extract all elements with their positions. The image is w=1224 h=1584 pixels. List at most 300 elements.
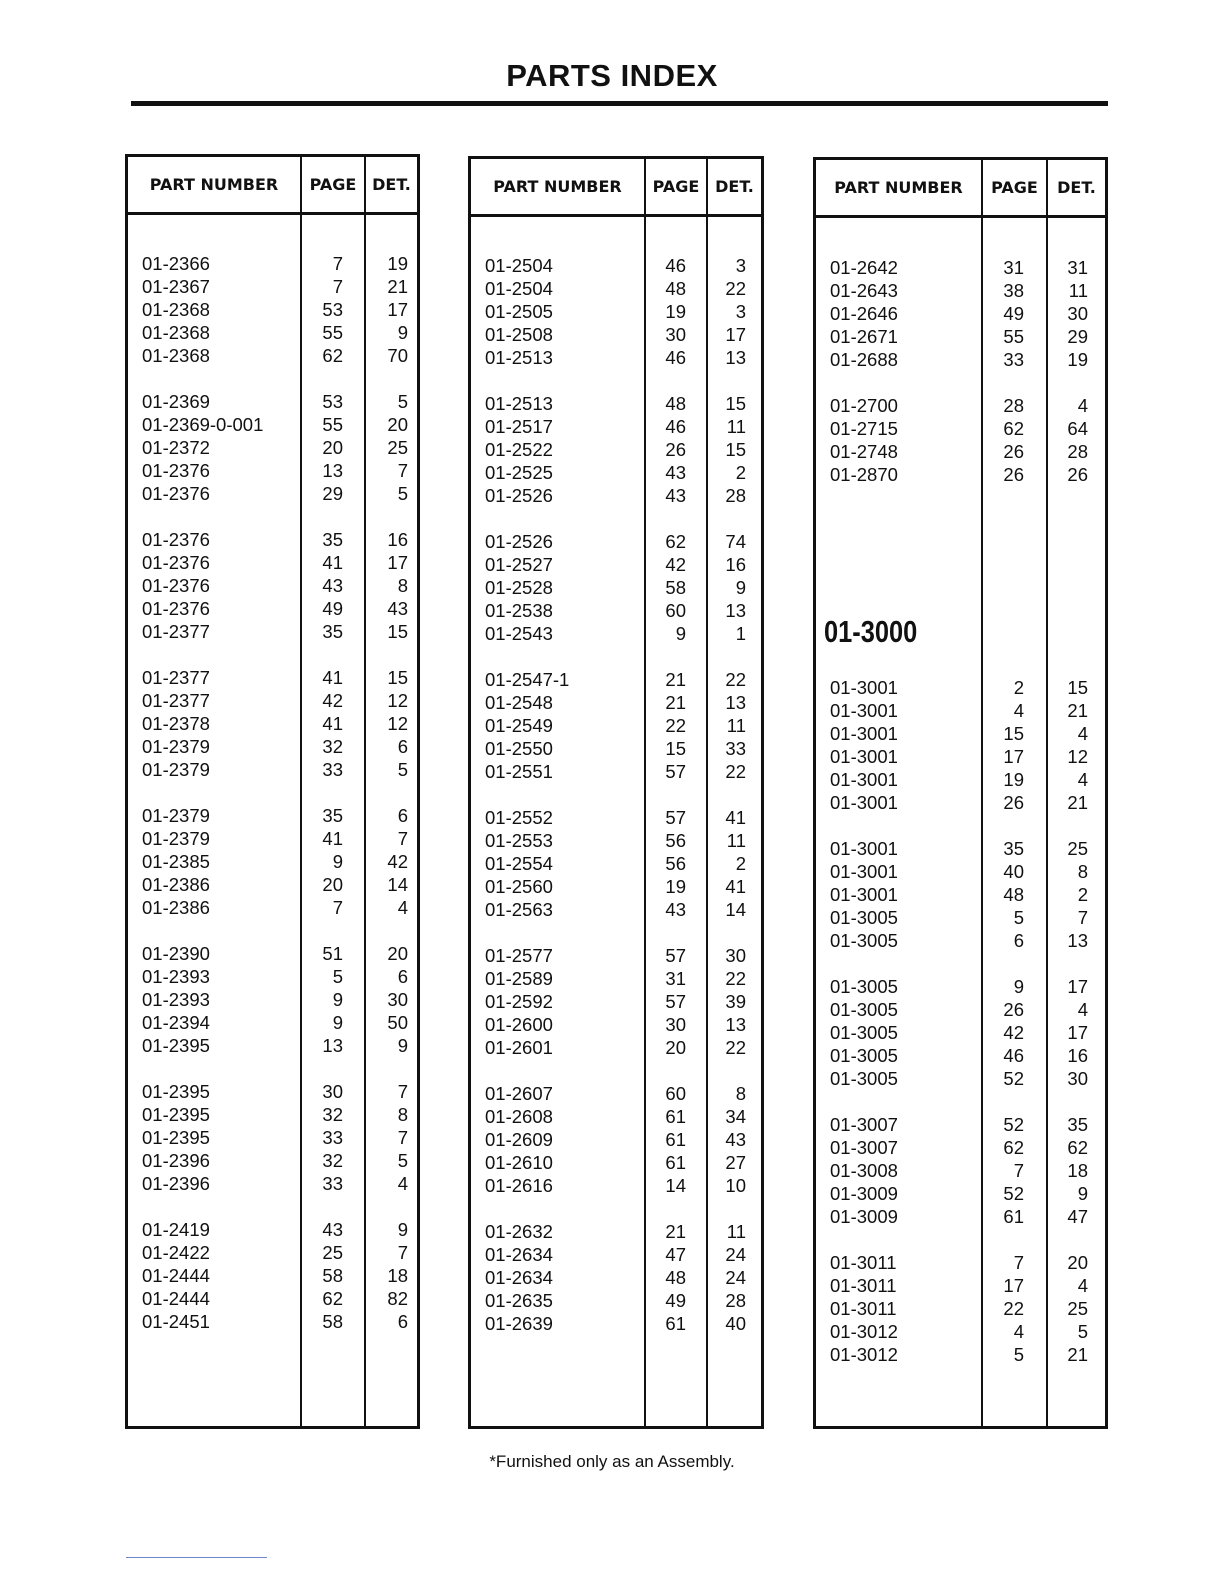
table-row bbox=[816, 1136, 1105, 1159]
page-cell: 57 bbox=[665, 761, 686, 782]
table-row bbox=[816, 1274, 1105, 1297]
page-cell: 7 bbox=[1013, 1252, 1024, 1273]
detail-cell: 8 bbox=[735, 1083, 746, 1104]
parts-table-1 bbox=[125, 154, 420, 1429]
page-cell: 9 bbox=[332, 851, 343, 872]
table-row bbox=[128, 1241, 417, 1264]
page-cell: 19 bbox=[1003, 769, 1024, 790]
page-cell: 61 bbox=[665, 1106, 686, 1127]
page-cell: 26 bbox=[1003, 792, 1024, 813]
table-row bbox=[816, 768, 1105, 791]
table-row bbox=[128, 551, 417, 574]
part-number-cell: 01-3011 bbox=[830, 1252, 897, 1273]
page-cell: 14 bbox=[665, 1175, 686, 1196]
page-cell: 61 bbox=[1003, 1206, 1024, 1227]
page-cell: 52 bbox=[1003, 1068, 1024, 1089]
detail-cell: 41 bbox=[725, 876, 746, 897]
part-number-cell: 01-2608 bbox=[485, 1106, 553, 1127]
part-number-cell: 01-2563 bbox=[485, 899, 553, 920]
detail-header: DET. bbox=[372, 175, 411, 194]
part-number-cell: 01-3001 bbox=[830, 792, 898, 813]
detail-cell: 6 bbox=[397, 966, 408, 987]
table-row bbox=[128, 390, 417, 413]
table-row bbox=[128, 758, 417, 781]
table-row bbox=[128, 1172, 417, 1195]
table-row bbox=[128, 1287, 417, 1310]
part-number-cell: 01-2513 bbox=[485, 393, 553, 414]
page-cell: 9 bbox=[675, 623, 686, 644]
table-row bbox=[816, 1067, 1105, 1090]
detail-cell: 43 bbox=[387, 598, 408, 619]
page-cell: 26 bbox=[1003, 999, 1024, 1020]
detail-cell: 11 bbox=[726, 715, 746, 736]
table-row bbox=[128, 459, 417, 482]
table-row bbox=[471, 1151, 761, 1174]
part-number-cell: 01-2368 bbox=[142, 322, 210, 343]
page-cell: 48 bbox=[1003, 884, 1024, 905]
part-number-cell: 01-2419 bbox=[142, 1219, 210, 1240]
part-number-cell: 01-3001 bbox=[830, 884, 898, 905]
table-row bbox=[471, 1174, 761, 1197]
detail-cell: 4 bbox=[1077, 769, 1088, 790]
detail-cell: 74 bbox=[725, 531, 746, 552]
table-row bbox=[816, 417, 1105, 440]
part-number-cell: 01-2688 bbox=[830, 349, 898, 370]
page-cell: 32 bbox=[322, 736, 343, 757]
part-number-cell: 01-3005 bbox=[830, 1045, 898, 1066]
part-number-cell: 01-2395 bbox=[142, 1104, 210, 1125]
detail-cell: 9 bbox=[397, 1035, 408, 1056]
table-row bbox=[816, 1320, 1105, 1343]
detail-cell: 5 bbox=[397, 391, 408, 412]
part-number-cell: 01-2376 bbox=[142, 483, 210, 504]
detail-cell: 14 bbox=[725, 899, 746, 920]
detail-cell: 6 bbox=[397, 805, 408, 826]
table-row bbox=[471, 852, 761, 875]
page-cell: 43 bbox=[665, 485, 686, 506]
detail-cell: 16 bbox=[1067, 1045, 1088, 1066]
part-number-cell: 01-2553 bbox=[485, 830, 553, 851]
detail-cell: 27 bbox=[725, 1152, 746, 1173]
part-number-cell: 01-2634 bbox=[485, 1267, 553, 1288]
table-row bbox=[816, 1297, 1105, 1320]
part-number-cell: 01-3001 bbox=[830, 861, 898, 882]
detail-cell: 9 bbox=[397, 322, 408, 343]
table-row bbox=[128, 321, 417, 344]
part-number-cell: 01-2504 bbox=[485, 278, 553, 299]
part-number-cell: 01-2390 bbox=[142, 943, 210, 964]
part-number-cell: 01-2589 bbox=[485, 968, 553, 989]
part-number-cell: 01-3012 bbox=[830, 1321, 898, 1342]
page-cell: 48 bbox=[665, 393, 686, 414]
parts-table-3 bbox=[813, 157, 1108, 1429]
page-cell: 58 bbox=[322, 1311, 343, 1332]
table-header bbox=[471, 159, 761, 217]
page-cell: 13 bbox=[322, 1035, 343, 1056]
detail-cell: 6 bbox=[397, 736, 408, 757]
page-cell: 17 bbox=[1003, 1275, 1024, 1296]
page-cell: 57 bbox=[665, 991, 686, 1012]
part-number-cell: 01-2395 bbox=[142, 1081, 210, 1102]
page-cell: 46 bbox=[665, 347, 686, 368]
page-cell: 26 bbox=[1003, 441, 1024, 462]
table-row bbox=[816, 348, 1105, 371]
part-number-cell: 01-2634 bbox=[485, 1244, 553, 1265]
detail-cell: 64 bbox=[1067, 418, 1088, 439]
page-cell: 58 bbox=[322, 1265, 343, 1286]
page-cell: 13 bbox=[322, 460, 343, 481]
table-row bbox=[128, 735, 417, 758]
page-cell: 9 bbox=[332, 1012, 343, 1033]
table-row bbox=[128, 1034, 417, 1057]
table-row bbox=[128, 436, 417, 459]
table-row bbox=[816, 906, 1105, 929]
table-row bbox=[471, 599, 761, 622]
part-number-cell: 01-2601 bbox=[485, 1037, 553, 1058]
detail-cell: 41 bbox=[725, 807, 746, 828]
table-row bbox=[471, 438, 761, 461]
part-number-cell: 01-3012 bbox=[830, 1344, 898, 1365]
page-cell: 7 bbox=[332, 253, 343, 274]
table-row bbox=[128, 1103, 417, 1126]
detail-cell: 40 bbox=[725, 1313, 746, 1334]
table-row bbox=[128, 896, 417, 919]
table-row bbox=[471, 875, 761, 898]
detail-cell: 8 bbox=[397, 1104, 408, 1125]
part-number-cell: 01-3005 bbox=[830, 1068, 898, 1089]
part-number-cell: 01-2526 bbox=[485, 531, 553, 552]
table-row bbox=[816, 791, 1105, 814]
table-row bbox=[471, 300, 761, 323]
detail-header: DET. bbox=[715, 177, 754, 196]
page-cell: 41 bbox=[322, 828, 343, 849]
detail-cell: 7 bbox=[1077, 907, 1088, 928]
part-number-cell: 01-2376 bbox=[142, 460, 210, 481]
part-number-cell: 01-2870 bbox=[830, 464, 898, 485]
detail-cell: 11 bbox=[726, 1221, 746, 1242]
footnote: *Furnished only as an Assembly. bbox=[489, 1452, 735, 1471]
part-number-cell: 01-2548 bbox=[485, 692, 553, 713]
page-cell: 30 bbox=[665, 324, 686, 345]
part-number-cell: 01-2396 bbox=[142, 1173, 210, 1194]
detail-cell: 21 bbox=[1067, 1344, 1088, 1365]
part-number-cell: 01-2616 bbox=[485, 1175, 553, 1196]
page-cell: 58 bbox=[665, 577, 686, 598]
detail-cell: 11 bbox=[1068, 280, 1088, 301]
table-row bbox=[128, 252, 417, 275]
table-row bbox=[471, 1105, 761, 1128]
page-cell: 30 bbox=[665, 1014, 686, 1035]
table-row bbox=[128, 620, 417, 643]
page-cell: 48 bbox=[665, 278, 686, 299]
page-cell: 49 bbox=[1003, 303, 1024, 324]
detail-cell: 11 bbox=[726, 416, 746, 437]
table-row bbox=[816, 699, 1105, 722]
page-cell: 60 bbox=[665, 1083, 686, 1104]
part-number-cell: 01-2552 bbox=[485, 807, 553, 828]
detail-cell: 35 bbox=[1067, 1114, 1088, 1135]
part-number-cell: 01-2543 bbox=[485, 623, 553, 644]
part-number-cell: 01-2525 bbox=[485, 462, 553, 483]
detail-cell: 22 bbox=[725, 278, 746, 299]
page-cell: 43 bbox=[322, 575, 343, 596]
page-cell: 49 bbox=[665, 1290, 686, 1311]
table-row bbox=[128, 942, 417, 965]
page-cell: 35 bbox=[322, 621, 343, 642]
page-cell: 25 bbox=[322, 1242, 343, 1263]
page-cell: 32 bbox=[322, 1104, 343, 1125]
page-cell: 31 bbox=[1003, 257, 1024, 278]
table-row bbox=[471, 622, 761, 645]
detail-cell: 12 bbox=[387, 690, 408, 711]
part-number-cell: 01-2646 bbox=[830, 303, 898, 324]
part-number-cell: 01-2376 bbox=[142, 575, 210, 596]
page-cell: 61 bbox=[665, 1313, 686, 1334]
detail-cell: 28 bbox=[725, 1290, 746, 1311]
detail-cell: 20 bbox=[387, 414, 408, 435]
table-row bbox=[128, 1149, 417, 1172]
part-number-cell: 01-3011 bbox=[830, 1298, 897, 1319]
page-cell: 33 bbox=[322, 1127, 343, 1148]
detail-cell: 29 bbox=[1067, 326, 1088, 347]
page-title: PARTS INDEX bbox=[506, 58, 718, 93]
table-row bbox=[816, 1113, 1105, 1136]
detail-cell: 13 bbox=[725, 692, 746, 713]
part-number-cell: 01-3005 bbox=[830, 999, 898, 1020]
table-row bbox=[128, 1011, 417, 1034]
table-row bbox=[128, 827, 417, 850]
page-cell: 20 bbox=[665, 1037, 686, 1058]
parts-table-2 bbox=[468, 156, 764, 1429]
detail-cell: 70 bbox=[387, 345, 408, 366]
page-cell: 55 bbox=[322, 414, 343, 435]
detail-cell: 18 bbox=[387, 1265, 408, 1286]
table-row bbox=[471, 323, 761, 346]
table-row bbox=[128, 988, 417, 1011]
detail-cell: 10 bbox=[725, 1175, 746, 1196]
part-number-cell: 01-2379 bbox=[142, 828, 210, 849]
detail-cell: 17 bbox=[387, 552, 408, 573]
page-cell: 55 bbox=[1003, 326, 1024, 347]
part-number-cell: 01-3005 bbox=[830, 1022, 898, 1043]
table-row bbox=[816, 722, 1105, 745]
page-cell: 53 bbox=[322, 299, 343, 320]
page-cell: 33 bbox=[1003, 349, 1024, 370]
part-number-cell: 01-2444 bbox=[142, 1288, 210, 1309]
detail-cell: 22 bbox=[725, 968, 746, 989]
table-row bbox=[471, 576, 761, 599]
part-number-cell: 01-3007 bbox=[830, 1114, 898, 1135]
detail-cell: 5 bbox=[397, 759, 408, 780]
page-cell: 15 bbox=[665, 738, 686, 759]
part-number-cell: 01-3001 bbox=[830, 746, 898, 767]
table-row bbox=[471, 1036, 761, 1059]
detail-cell: 16 bbox=[725, 554, 746, 575]
page-cell: 29 bbox=[322, 483, 343, 504]
table-row bbox=[128, 965, 417, 988]
detail-cell: 15 bbox=[1067, 677, 1088, 698]
table-row bbox=[471, 990, 761, 1013]
part-number-cell: 01-3009 bbox=[830, 1206, 898, 1227]
table-row bbox=[128, 873, 417, 896]
page-cell: 21 bbox=[665, 692, 686, 713]
part-number-cell: 01-2379 bbox=[142, 736, 210, 757]
page-cell: 62 bbox=[322, 345, 343, 366]
part-number-cell: 01-3005 bbox=[830, 930, 898, 951]
table-row bbox=[816, 440, 1105, 463]
page-cell: 61 bbox=[665, 1129, 686, 1150]
page-header: PAGE bbox=[652, 177, 700, 196]
detail-cell: 30 bbox=[725, 945, 746, 966]
table-row bbox=[816, 302, 1105, 325]
detail-cell: 9 bbox=[735, 577, 746, 598]
table-row bbox=[816, 1205, 1105, 1228]
table-row bbox=[816, 1251, 1105, 1274]
part-number-cell: 01-2376 bbox=[142, 598, 210, 619]
detail-cell: 9 bbox=[397, 1219, 408, 1240]
page-cell: 40 bbox=[1003, 861, 1024, 882]
table-row bbox=[471, 254, 761, 277]
table-header bbox=[128, 157, 417, 215]
detail-cell: 4 bbox=[1077, 723, 1088, 744]
part-number-cell: 01-2642 bbox=[830, 257, 898, 278]
page-cell: 26 bbox=[1003, 464, 1024, 485]
part-number-cell: 01-2395 bbox=[142, 1035, 210, 1056]
table-row bbox=[128, 275, 417, 298]
table-row bbox=[816, 975, 1105, 998]
table-row bbox=[128, 1080, 417, 1103]
part-number-cell: 01-2376 bbox=[142, 529, 210, 550]
detail-cell: 21 bbox=[1067, 700, 1088, 721]
detail-cell: 43 bbox=[725, 1129, 746, 1150]
part-number-cell: 01-2393 bbox=[142, 989, 210, 1010]
part-number-cell: 01-3001 bbox=[830, 723, 898, 744]
table-row bbox=[471, 277, 761, 300]
part-number-cell: 01-2369 bbox=[142, 391, 210, 412]
detail-cell: 7 bbox=[397, 460, 408, 481]
part-number-cell: 01-2632 bbox=[485, 1221, 553, 1242]
page-cell: 62 bbox=[1003, 1137, 1024, 1158]
table-row bbox=[128, 1126, 417, 1149]
detail-cell: 15 bbox=[387, 621, 408, 642]
table-row bbox=[816, 745, 1105, 768]
table-row bbox=[128, 298, 417, 321]
detail-cell: 18 bbox=[1067, 1160, 1088, 1181]
table-row bbox=[471, 1082, 761, 1105]
title-rule bbox=[131, 101, 1108, 106]
page-cell: 9 bbox=[332, 989, 343, 1010]
part-number-cell: 01-3005 bbox=[830, 976, 898, 997]
page-header: PAGE bbox=[309, 175, 357, 194]
table-row bbox=[471, 1266, 761, 1289]
table-row bbox=[816, 1021, 1105, 1044]
page-cell: 57 bbox=[665, 945, 686, 966]
detail-cell: 5 bbox=[1077, 1321, 1088, 1342]
table-row bbox=[128, 666, 417, 689]
page-cell: 48 bbox=[665, 1267, 686, 1288]
part-number-cell: 01-2379 bbox=[142, 759, 210, 780]
detail-cell: 26 bbox=[1067, 464, 1088, 485]
detail-cell: 4 bbox=[1077, 999, 1088, 1020]
table-row bbox=[128, 482, 417, 505]
part-number-cell: 01-2444 bbox=[142, 1265, 210, 1286]
part-number-cell: 01-2635 bbox=[485, 1290, 553, 1311]
page-cell: 7 bbox=[332, 276, 343, 297]
page-cell: 61 bbox=[665, 1152, 686, 1173]
detail-cell: 15 bbox=[725, 393, 746, 414]
detail-cell: 7 bbox=[397, 1242, 408, 1263]
table-row bbox=[471, 553, 761, 576]
table-row bbox=[471, 714, 761, 737]
detail-cell: 28 bbox=[725, 485, 746, 506]
table-row bbox=[816, 463, 1105, 486]
part-number-cell: 01-2592 bbox=[485, 991, 553, 1012]
page-cell: 20 bbox=[322, 437, 343, 458]
page-cell: 41 bbox=[322, 713, 343, 734]
part-number-cell: 01-3009 bbox=[830, 1183, 898, 1204]
detail-cell: 11 bbox=[726, 830, 746, 851]
part-number-cell: 01-2528 bbox=[485, 577, 553, 598]
part-number-cell: 01-2377 bbox=[142, 667, 210, 688]
detail-cell: 8 bbox=[397, 575, 408, 596]
detail-cell: 47 bbox=[1067, 1206, 1088, 1227]
detail-cell: 12 bbox=[1067, 746, 1088, 767]
table-row bbox=[471, 1128, 761, 1151]
part-number-cell: 01-2538 bbox=[485, 600, 553, 621]
detail-cell: 14 bbox=[387, 874, 408, 895]
part-number-cell: 01-2526 bbox=[485, 485, 553, 506]
detail-cell: 39 bbox=[725, 991, 746, 1012]
table-row bbox=[816, 256, 1105, 279]
page-cell: 60 bbox=[665, 600, 686, 621]
part-number-cell: 01-3001 bbox=[830, 700, 898, 721]
part-number-cell: 01-2508 bbox=[485, 324, 553, 345]
part-number-cell: 01-2643 bbox=[830, 280, 898, 301]
detail-cell: 62 bbox=[1067, 1137, 1088, 1158]
detail-cell: 8 bbox=[1077, 861, 1088, 882]
table-row bbox=[128, 689, 417, 712]
page-cell: 35 bbox=[322, 805, 343, 826]
part-number-cell: 01-2609 bbox=[485, 1129, 553, 1150]
table-row bbox=[128, 597, 417, 620]
table-row bbox=[471, 1243, 761, 1266]
part-number-cell: 01-2715 bbox=[830, 418, 898, 439]
table-row bbox=[471, 806, 761, 829]
detail-cell: 28 bbox=[1067, 441, 1088, 462]
table-row bbox=[816, 676, 1105, 699]
page-cell: 41 bbox=[322, 552, 343, 573]
table-row bbox=[816, 998, 1105, 1021]
detail-cell: 3 bbox=[735, 255, 746, 276]
page-cell: 43 bbox=[665, 462, 686, 483]
page-cell: 62 bbox=[322, 1288, 343, 1309]
part-number-cell: 01-3001 bbox=[830, 838, 898, 859]
detail-cell: 20 bbox=[387, 943, 408, 964]
table-row bbox=[128, 528, 417, 551]
part-number-cell: 01-2517 bbox=[485, 416, 553, 437]
detail-cell: 30 bbox=[1067, 303, 1088, 324]
table-header bbox=[816, 160, 1105, 218]
page-cell: 33 bbox=[322, 759, 343, 780]
detail-cell: 6 bbox=[397, 1311, 408, 1332]
table-row bbox=[128, 850, 417, 873]
page-cell: 21 bbox=[665, 1221, 686, 1242]
detail-cell: 24 bbox=[725, 1267, 746, 1288]
table-row bbox=[816, 1182, 1105, 1205]
part-number-cell: 01-2369-0-001 bbox=[142, 414, 264, 435]
detail-cell: 31 bbox=[1067, 257, 1088, 278]
detail-cell: 21 bbox=[387, 276, 408, 297]
